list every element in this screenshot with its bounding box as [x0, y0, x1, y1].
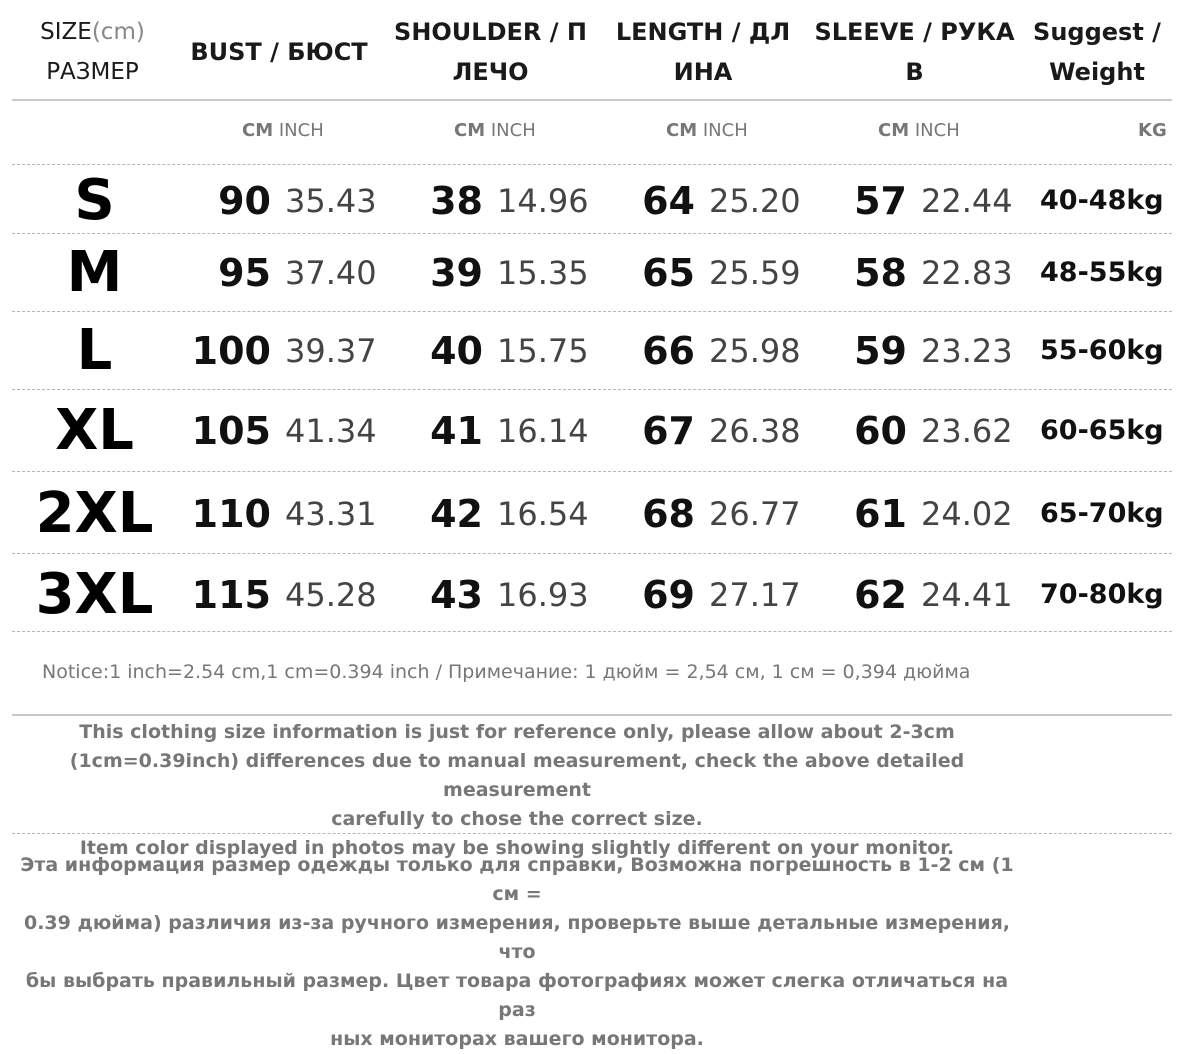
shoulder-inch: 16.14 [497, 412, 589, 450]
header-sleeve [812, 14, 1017, 90]
sleeve-inch: 23.23 [921, 332, 1013, 370]
unit-sleeve-inch: INCH [914, 120, 960, 141]
weight-value: 55-60kg [1040, 335, 1164, 366]
unit-length-inch: INCH [702, 120, 748, 141]
bust-inch: 35.43 [285, 182, 377, 220]
sleeve-cm: 58 [854, 251, 907, 295]
bust-cm: 105 [191, 409, 271, 453]
size-label: 2XL [35, 481, 154, 546]
disclaimer-en-line: This clothing size information is just for reference only, please allow about 2-3cm [79, 721, 955, 743]
unit-length-cm: CM [666, 120, 698, 141]
shoulder-cm: 42 [430, 492, 483, 536]
weight-value: 40-48kg [1040, 185, 1164, 216]
shoulder-inch: 16.54 [497, 495, 589, 533]
header-weight [1028, 14, 1166, 90]
row-divider [12, 389, 1172, 390]
table-row [0, 240, 1185, 305]
size-label: XL [55, 398, 134, 463]
bust-inch: 43.31 [285, 495, 377, 533]
shoulder-cm: 40 [430, 329, 483, 373]
unit-sleeve [878, 120, 960, 141]
shoulder-cm: 39 [430, 251, 483, 295]
header-shoulder-line2: ЛЕЧО [452, 58, 529, 86]
shoulder-inch: 14.96 [497, 182, 589, 220]
header-bust [183, 14, 375, 90]
bust-cm: 110 [191, 492, 271, 536]
header-divider [12, 99, 1172, 101]
table-bottom-divider [12, 631, 1172, 632]
conversion-notice: Notice:1 inch=2.54 cm,1 cm=0.394 inch / Примечание: 1 дюйм = 2,54 см, 1 см = 0,394 дюйма [42, 661, 971, 683]
disclaimer-ru-line: 0.39 дюйма) различия из-за ручного измерения, проверьте выше детальные измерения, что [23, 912, 1010, 963]
weight-value: 60-65kg [1040, 415, 1164, 446]
table-row [0, 318, 1185, 383]
unit-shoulder-inch: INCH [490, 120, 536, 141]
length-cm: 69 [642, 573, 695, 617]
length-cm: 64 [642, 179, 695, 223]
size-label: M [66, 240, 123, 305]
length-inch: 26.77 [709, 495, 801, 533]
unit-shoulder [454, 120, 536, 141]
unit-weight-kg: KG [1138, 120, 1167, 141]
unit-bust [242, 120, 324, 141]
unit-weight [1138, 120, 1167, 141]
size-label: L [76, 318, 113, 383]
header-length-line2: ИНА [673, 58, 733, 86]
shoulder-cm: 38 [430, 179, 483, 223]
row-divider [12, 311, 1172, 312]
disclaimer-divider [12, 833, 1172, 834]
disclaimer-en-line: Item color displayed in photos may be showing slightly different on your monitor. [79, 837, 955, 859]
table-row [0, 398, 1185, 463]
sleeve-cm: 62 [854, 573, 907, 617]
bust-inch: 39.37 [285, 332, 377, 370]
length-cm: 65 [642, 251, 695, 295]
header-size-ru: РАЗМЕР [46, 59, 139, 85]
bust-cm: 90 [218, 179, 271, 223]
unit-bust-inch: INCH [278, 120, 324, 141]
unit-shoulder-cm: CM [454, 120, 486, 141]
bust-cm: 95 [218, 251, 271, 295]
row-divider [12, 471, 1172, 472]
header-size-unit: (cm) [91, 19, 145, 45]
shoulder-cm: 43 [430, 573, 483, 617]
bust-inch: 41.34 [285, 412, 377, 450]
length-cm: 66 [642, 329, 695, 373]
disclaimer-ru-line: бы выбрать правильный размер. Цвет товара фотографиях может слегка отличаться на раз [25, 970, 1009, 1021]
header-weight-line2: Weight [1049, 58, 1145, 86]
disclaimer-ru-line: ных мониторах вашего монитора. [330, 1028, 704, 1050]
header-shoulder [388, 14, 593, 90]
length-inch: 25.20 [709, 182, 801, 220]
sleeve-inch: 23.62 [921, 412, 1013, 450]
shoulder-inch: 15.75 [497, 332, 589, 370]
header-size [20, 14, 165, 90]
table-row [0, 562, 1185, 627]
bust-cm: 100 [191, 329, 271, 373]
notice-divider [12, 714, 1172, 716]
bust-inch: 45.28 [285, 576, 377, 614]
row-divider [12, 553, 1172, 554]
weight-value: 48-55kg [1040, 257, 1164, 288]
table-row [0, 481, 1185, 546]
header-bust-label: BUST / БЮСТ [190, 38, 368, 66]
weight-value: 70-80kg [1040, 579, 1164, 610]
header-size-label: SIZE [40, 19, 92, 45]
unit-length [666, 120, 748, 141]
bust-cm: 115 [191, 573, 271, 617]
header-length [606, 14, 800, 90]
shoulder-cm: 41 [430, 409, 483, 453]
length-inch: 27.17 [709, 576, 801, 614]
disclaimer-en [12, 718, 1022, 863]
unit-sleeve-cm: CM [878, 120, 910, 141]
sleeve-inch: 22.44 [921, 182, 1013, 220]
disclaimer-ru-line: Эта информация размер одежды только для справки, Возможна погрешность в 1-2 см (1 см = [20, 854, 1014, 905]
sleeve-cm: 60 [854, 409, 907, 453]
size-label: 3XL [35, 562, 154, 627]
length-cm: 67 [642, 409, 695, 453]
disclaimer-ru [12, 851, 1022, 1054]
units-divider [12, 164, 1172, 165]
header-shoulder-line1: SHOULDER / П [394, 18, 587, 46]
table-row [0, 168, 1185, 233]
sleeve-cm: 61 [854, 492, 907, 536]
length-inch: 25.98 [709, 332, 801, 370]
shoulder-inch: 16.93 [497, 576, 589, 614]
sleeve-inch: 22.83 [921, 254, 1013, 292]
disclaimer-en-line: (1cm=0.39inch) differences due to manual measurement, check the above detailed measurement [69, 750, 965, 801]
header-weight-line1: Suggest / [1033, 18, 1161, 46]
sleeve-inch: 24.02 [921, 495, 1013, 533]
header-sleeve-line1: SLEEVE / РУКА [814, 18, 1015, 46]
header-length-line1: LENGTH / ДЛ [615, 18, 791, 46]
size-label: S [74, 168, 115, 233]
sleeve-cm: 57 [854, 179, 907, 223]
weight-value: 65-70kg [1040, 498, 1164, 529]
unit-bust-cm: CM [242, 120, 274, 141]
header-sleeve-line2: В [905, 58, 924, 86]
sleeve-cm: 59 [854, 329, 907, 373]
sleeve-inch: 24.41 [921, 576, 1013, 614]
shoulder-inch: 15.35 [497, 254, 589, 292]
row-divider [12, 233, 1172, 234]
disclaimer-en-line: carefully to chose the correct size. [331, 808, 703, 830]
length-cm: 68 [642, 492, 695, 536]
length-inch: 25.59 [709, 254, 801, 292]
length-inch: 26.38 [709, 412, 801, 450]
bust-inch: 37.40 [285, 254, 377, 292]
